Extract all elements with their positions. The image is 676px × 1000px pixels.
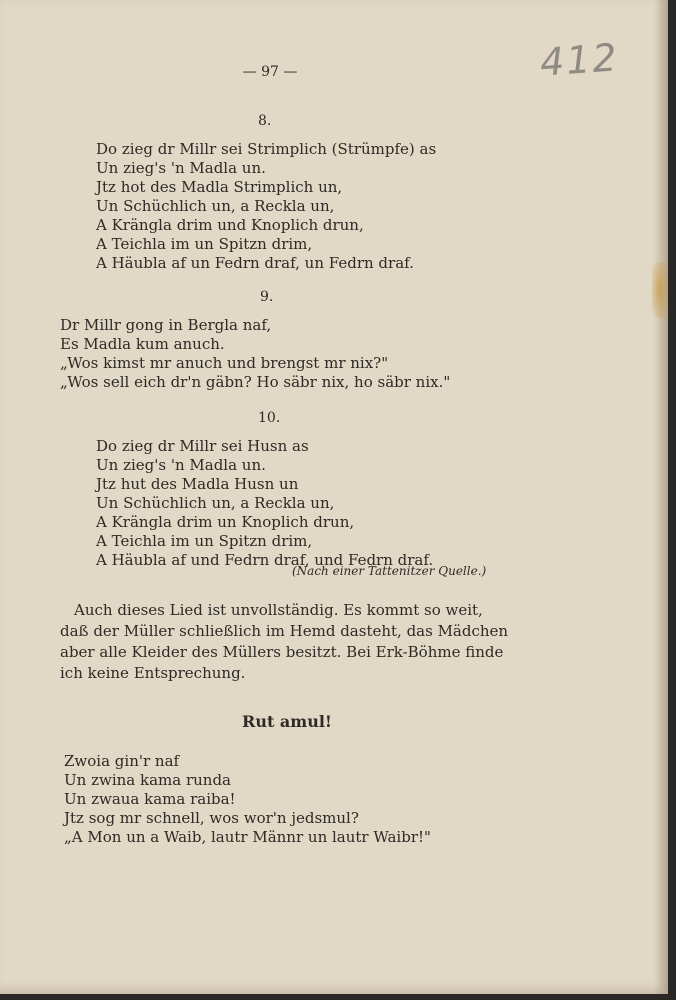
commentary-paragraph <box>60 600 512 684</box>
verse-line: A Krängla drim un Knoplich drun, <box>96 513 355 531</box>
verse-line: Do zieg dr Millr sei Husn as <box>96 437 309 455</box>
source-note: (Nach einer Tattenitzer Quelle.) <box>292 564 487 578</box>
verse-line: Zwoia gin'r naf <box>64 752 180 770</box>
stanza-number-10: 10. <box>258 410 281 426</box>
verse-line: Do zieg dr Millr sei Strimplich (Strümpfe) as <box>96 140 437 158</box>
verse-line: Es Madla kum anuch. <box>60 335 225 353</box>
page-number: — 97 — <box>242 64 298 80</box>
verse-line: A Häubla af und Fedrn draf, und Fedrn draf. <box>96 551 434 569</box>
verse-line: Dr Millr gong in Bergla naf, <box>60 316 272 334</box>
verse-line: Un Schüchlich un, a Reckla un, <box>96 197 335 215</box>
archive-number: 412 <box>538 35 620 85</box>
paper-stain <box>652 262 668 318</box>
verse-line: „A Mon un a Waib, lautr Männr un lautr Waibr!" <box>64 828 431 846</box>
verse-line: Un zwaua kama raiba! <box>64 790 236 808</box>
final-poem-lines <box>64 752 431 847</box>
verse-line: Un Schüchlich un, a Reckla un, <box>96 494 335 512</box>
verse-line: A Krängla drim und Knoplich drun, <box>96 216 364 234</box>
verse-line: Jtz hut des Madla Husn un <box>96 475 299 493</box>
verse-line: A Häubla af un Fedrn draf, un Fedrn draf. <box>96 254 414 272</box>
verse-line: Un zieg's 'n Madla un. <box>96 159 266 177</box>
verse-line: Jtz hot des Madla Strimplich un, <box>96 178 343 196</box>
section-title: Rut amul! <box>242 712 332 731</box>
stanza-number-8: 8. <box>258 113 272 129</box>
verse-line: A Teichla im un Spitzn drim, <box>96 532 313 550</box>
verse-line: „Wos kimst mr anuch und brengst mr nix?" <box>60 354 389 372</box>
verse-line: Un zwina kama runda <box>64 771 231 789</box>
page-edge-shadow <box>654 0 668 994</box>
verse-line: Un zieg's 'n Madla un. <box>96 456 266 474</box>
prose-line: daß der Müller schließlich im Hemd dasteht, das Mädchen <box>60 622 509 640</box>
verse-line: Jtz sog mr schnell, wos wor'n jedsmul? <box>64 809 359 827</box>
verse-line: „Wos sell eich dr'n gäbn? Ho säbr nix, ho säbr nix." <box>60 373 451 391</box>
prose-line: Auch dieses Lied ist unvollständig. Es kommt so weit, <box>74 601 483 619</box>
prose-line: aber alle Kleider des Müllers besitzt. Bei Erk-Böhme finde <box>60 643 504 661</box>
stanza-8-lines <box>96 140 436 273</box>
prose-line: ich keine Entsprechung. <box>60 664 246 682</box>
verse-line: A Teichla im un Spitzn drim, <box>96 235 313 253</box>
stanza-9-lines <box>60 316 450 392</box>
stanza-number-9: 9. <box>260 289 274 305</box>
stanza-10-lines <box>96 437 433 570</box>
